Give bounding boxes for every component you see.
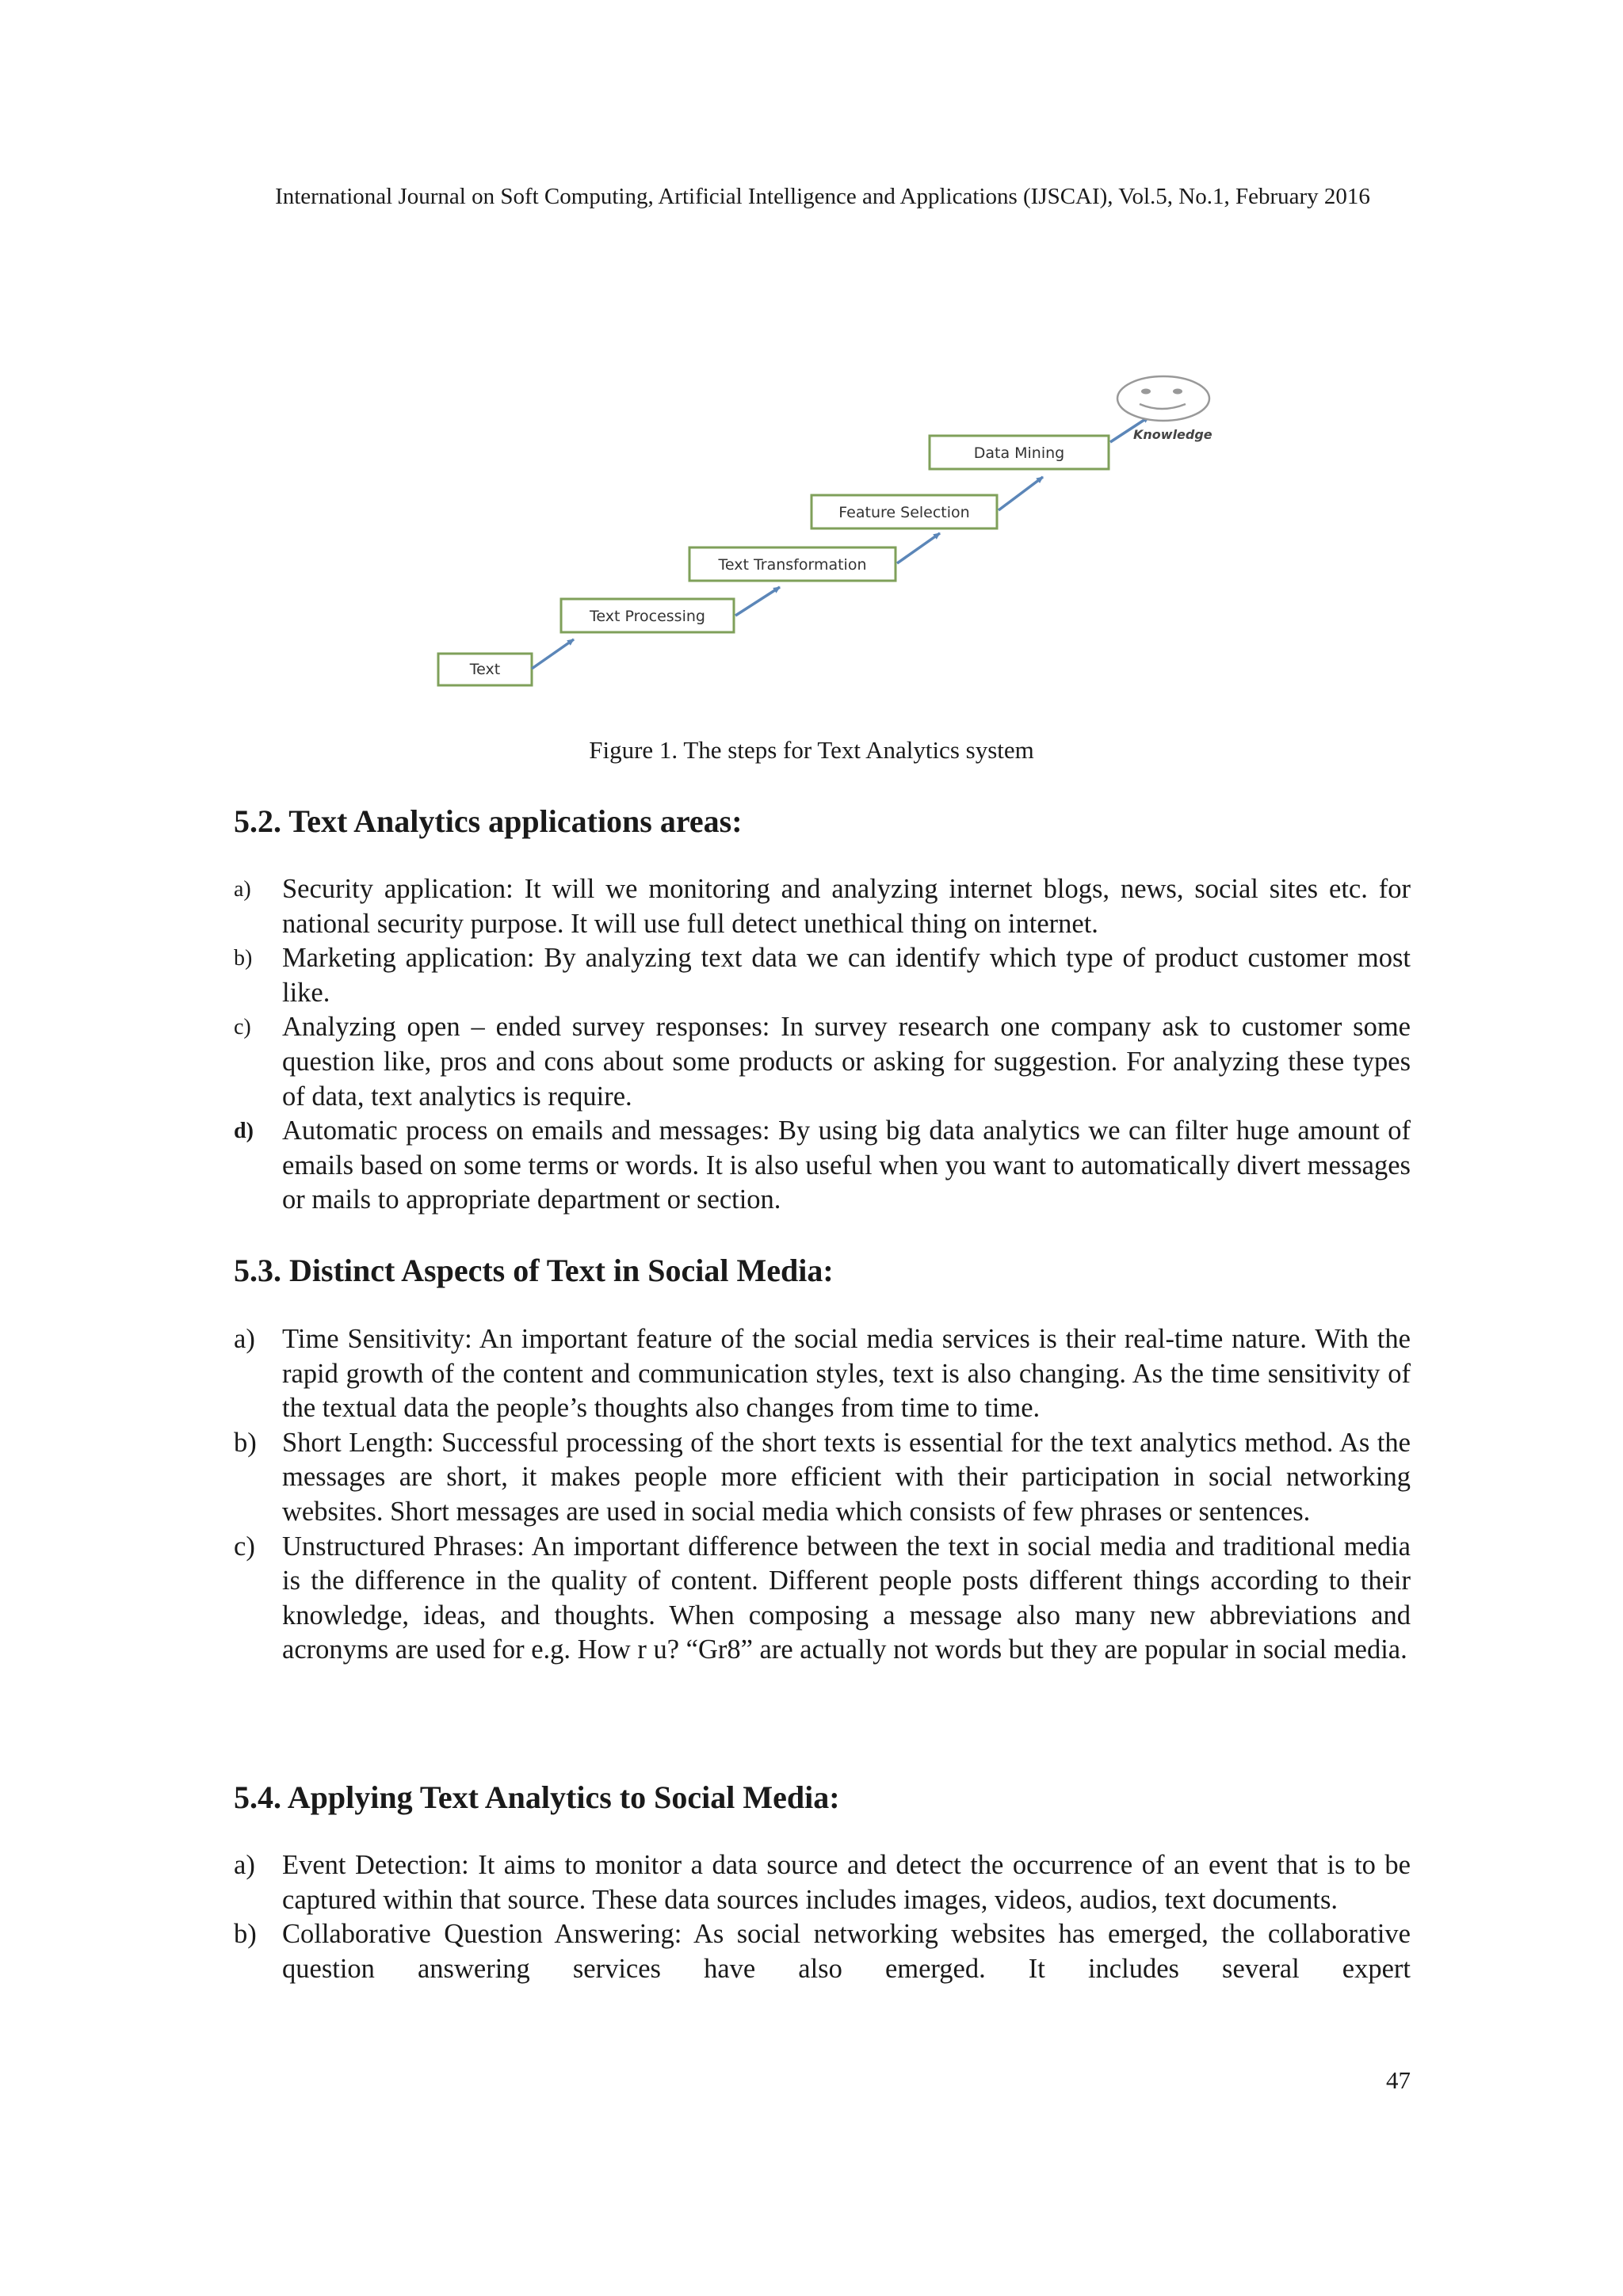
knowledge-label: Knowledge <box>1133 427 1212 442</box>
list-marker: b) <box>234 946 253 971</box>
list-item <box>234 1322 1411 1426</box>
list-item-text: Collaborative Question Answering: As social networking websites has emerged, the collaborative question answering services have also emerged. It includes several expert <box>282 1919 1411 1984</box>
figure-caption: Figure 1. The steps for Text Analytics system <box>589 736 1034 764</box>
list-item <box>234 872 1411 941</box>
step-label-text-transformation: Text Transformation <box>718 556 867 574</box>
list-5-4 <box>234 1848 1411 1986</box>
step-label-text: Text <box>469 661 501 678</box>
list-marker: a) <box>234 877 251 902</box>
heading-5-4: 5.4. Applying Text Analytics to Social Media: <box>234 1779 840 1815</box>
list-item <box>234 1114 1411 1218</box>
steps-diagram <box>428 372 1236 705</box>
list-marker: d) <box>234 1119 254 1144</box>
list-item <box>234 1426 1411 1530</box>
list-marker: b) <box>234 1919 257 1950</box>
list-marker: a) <box>234 1850 255 1880</box>
list-item-text: Short Length: Successful processing of the short texts is essential for the text analytics method. As the messages are short, it makes people more efficient with their participation in social networking websites. Short messages are used in social media which consists of few phrases or sentences. <box>282 1427 1411 1527</box>
page-number: 47 <box>1386 2066 1411 2094</box>
arrow-processing-to-transformation <box>735 587 780 616</box>
heading-5-2: 5.2. Text Analytics applications areas: <box>234 803 743 839</box>
list-item-text: Time Sensitivity: An important feature of the social media services is their real-time nature. With the rapid growth of the content and communication styles, text is also changing. As the time sensitivity of the textual data the people’s thoughts also changes from time to time. <box>282 1324 1411 1424</box>
list-item-text: Automatic process on emails and messages: By using big data analytics we can filter huge amount of emails based on some terms or words. It is also useful when you want to automatically divert messages or mails to appropriate department or section. <box>282 1116 1411 1215</box>
arrow-text-to-processing <box>532 639 574 669</box>
list-item <box>234 1848 1411 1917</box>
arrow-selection-to-mining <box>999 477 1043 510</box>
list-marker: a) <box>234 1324 255 1354</box>
smiley-face-icon <box>1117 376 1209 421</box>
step-label-text-processing: Text Processing <box>590 608 705 625</box>
list-marker: c) <box>234 1015 251 1040</box>
running-header: International Journal on Soft Computing, Artificial Intelligence and Applications (IJSCAI), Vol.5, No.1, February 2016 <box>275 184 1370 209</box>
list-5-3 <box>234 1322 1411 1668</box>
list-item-text: Event Detection: It aims to monitor a data source and detect the occurrence of an event that is to be captured within that source. These data sources includes images, videos, audios, text documents. <box>282 1850 1411 1915</box>
list-marker: c) <box>234 1531 255 1562</box>
list-item-text: Marketing application: By analyzing text data we can identify which type of product customer most like. <box>282 943 1411 1008</box>
list-item <box>234 941 1411 1010</box>
arrow-transformation-to-selection <box>897 533 940 563</box>
list-marker: b) <box>234 1427 257 1458</box>
step-label-data-mining: Data Mining <box>973 444 1065 462</box>
heading-5-3: 5.3. Distinct Aspects of Text in Social Media: <box>234 1253 834 1288</box>
step-label-feature-selection: Feature Selection <box>838 504 970 521</box>
list-item-text: Unstructured Phrases: An important difference between the text in social media and traditional media is the difference in the quality of content. Different people posts different things according to their knowledge, ideas, and thoughts. When composing a message also many new abbreviations and acronyms are used for e.g. How r u? “Gr8” are actually not words but they are popular in social media. <box>282 1531 1411 1665</box>
text-analytics-steps-figure <box>428 372 1236 705</box>
list-item-text: Analyzing open – ended survey responses: In survey research one company ask to customer some question like, pros and cons about some products or asking for suggestion. For analyzing these types of data, text analytics is require. <box>282 1012 1411 1112</box>
list-item <box>234 1917 1411 1986</box>
list-item-text: Security application: It will we monitoring and analyzing internet blogs, news, social sites etc. for national security purpose. It will use full detect unethical thing on internet. <box>282 874 1411 939</box>
list-item <box>234 1530 1411 1668</box>
list-item <box>234 1010 1411 1114</box>
list-5-2 <box>234 872 1411 1218</box>
